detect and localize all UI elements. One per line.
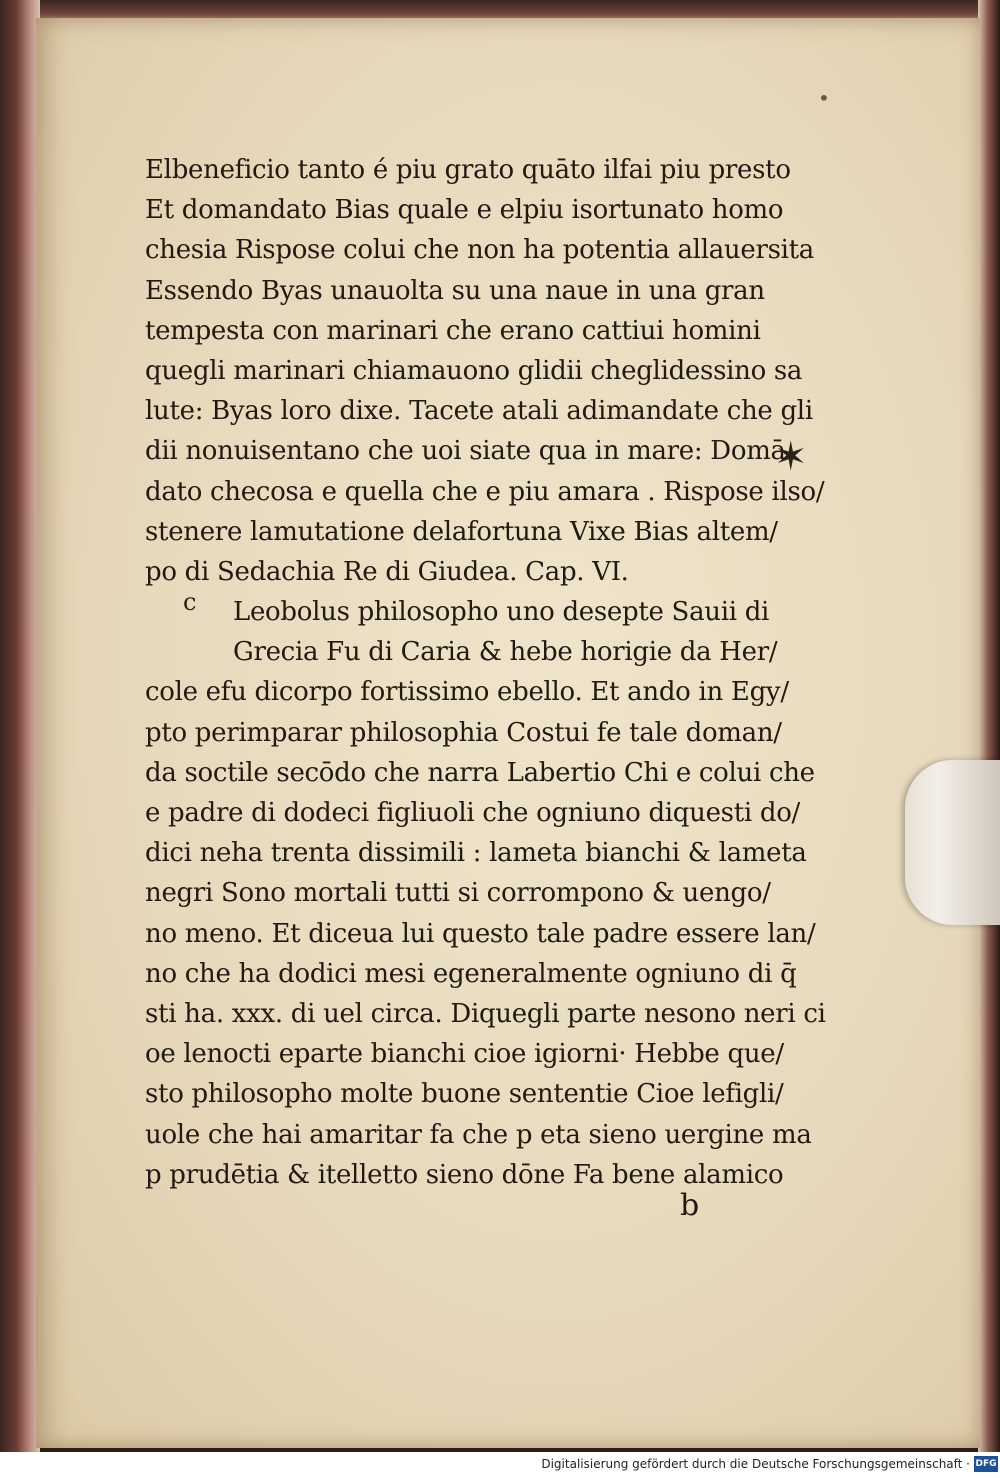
text-line: dii nonuisentano che uoi siate qua in mare: Domā	[145, 436, 786, 467]
paper-speck: •	[818, 86, 830, 110]
text-line: da soctile secōdo che narra Labertio Chi e colui che	[145, 757, 815, 788]
text-line: sto philosopho molte buone sententie Cioe lefigli/	[145, 1079, 784, 1110]
footer-bar	[0, 1452, 1000, 1478]
text-line: cole efu dicorpo fortissimo ebello. Et ando in Egy/	[145, 677, 789, 708]
text-line: uole che hai amaritar fa che p eta sieno uergine ma	[145, 1119, 812, 1150]
book-binding-left	[0, 0, 40, 1452]
signature-mark: b	[680, 1188, 700, 1223]
text-line: negri Sono mortali tutti si corrompono & uengo/	[145, 878, 771, 909]
text-line: dato checosa e quella che e piu amara . Rispose ilso/	[145, 476, 825, 507]
text-line: pto perimparar philosophia Costui fe tale doman/	[145, 717, 782, 748]
text-line: Elbeneficio tanto é piu grato quāto ilfai piu presto	[145, 155, 791, 185]
text-line: e padre di dodeci figliuoli che ogniuno diquesti do/	[145, 798, 801, 828]
text-line: p prudētia & itelletto sieno dōne Fa bene alamico	[145, 1159, 784, 1190]
text-line: dici neha trenta dissimili : lameta bianchi & lameta	[145, 838, 807, 869]
initial-guide-letter: c	[183, 588, 197, 616]
text-line: Grecia Fu di Caria & hebe horigie da Her/	[233, 637, 778, 668]
page-text	[145, 150, 826, 1195]
text-line: Et domandato Bias quale e elpiu isortunato homo	[145, 195, 784, 226]
text-line: oe lenocti eparte bianchi cioe igiorni· Hebbe que/	[145, 1039, 784, 1070]
book-binding-right	[978, 0, 1000, 1452]
margin-asterisk-mark: ✶	[774, 434, 808, 480]
text-line: lute: Byas loro dixe. Tacete atali adimandate che gli	[145, 396, 813, 427]
dfg-logo-icon: DFG	[974, 1456, 998, 1472]
funding-credit: Digitalisierung gefördert durch die Deutsche Forschungsgemeinschaft ·	[541, 1457, 970, 1471]
text-line: stenere lamutatione delafortuna Vixe Bias altem/	[145, 516, 778, 547]
text-line: no che ha dodici mesi egeneralmente ogniuno di q̄	[145, 958, 797, 989]
chapter-heading-line: po di Sedachia Re di Giudea. Cap. VI.	[145, 556, 629, 587]
text-line: quegli marinari chiamauono glidii cheglidessino sa	[145, 355, 803, 386]
text-line: tempesta con marinari che erano cattiui homini	[145, 315, 761, 346]
text-line: Leobolus philosopho uno desepte Sauii di	[233, 597, 770, 628]
text-line: sti ha. xxx. di uel circa. Diquegli parte nesono neri ci	[145, 998, 826, 1029]
text-line: no meno. Et diceua lui questo tale padre essere lan/	[145, 918, 816, 949]
page-clip-tab	[905, 760, 1000, 925]
text-line: chesia Rispose colui che non ha potentia allauersita	[145, 235, 814, 266]
text-line: Essendo Byas unauolta su una naue in una gran	[145, 275, 765, 306]
